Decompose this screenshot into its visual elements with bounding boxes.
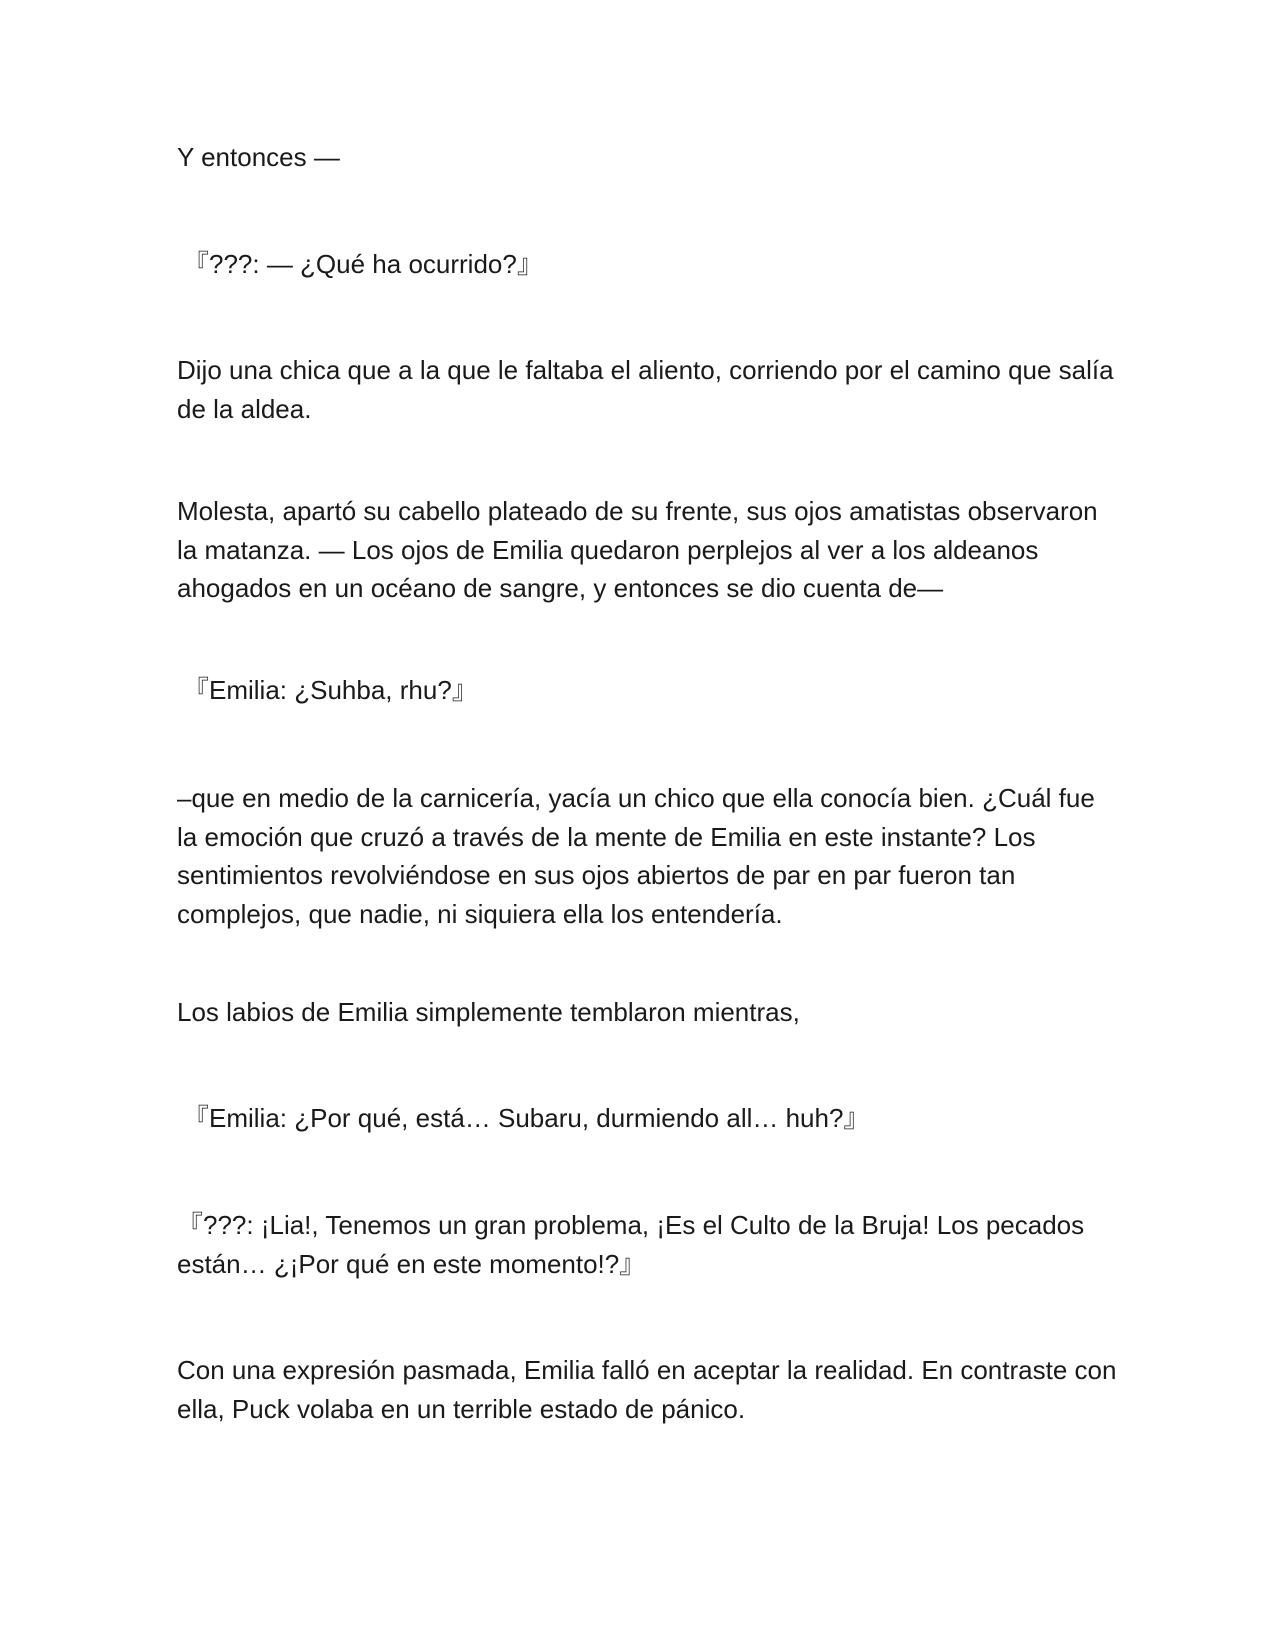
dialogue-emilia-why: 『Emilia: ¿Por qué, está… Subaru, durmiendo all… huh?』 [183,1103,870,1133]
paragraph-puck-panic: Con una expresión pasmada, Emilia falló en aceptar la realidad. En contraste con ella, Puck volaba en un terrible estado de pánico. [177,1355,1117,1424]
paragraph-lips-trembled: Los labios de Emilia simplemente temblaron mientras, [177,997,800,1027]
paragraph-boy-lying: –que en medio de la carnicería, yacía un chico que ella conocía bien. ¿Cuál fue la emoción que cruzó a través de la mente de Emilia en este instante? Los sentimientos revolviéndose en sus ojos abiertos de par en par fueron tan complejos, que nadie, ni siquiera ella los entendería. [177,783,1095,929]
dialogue-unknown-witch-cult: 『???: ¡Lia!, Tenemos un gran problema, ¡Es el Culto de la Bruja! Los pecados están… ¿¡Por qué en este momento!?』 [177,1210,1085,1279]
paragraph-massacre: Molesta, apartó su cabello plateado de su frente, sus ojos amatistas observaron la matanza. — Los ojos de Emilia quedaron perplejos al ver a los aldeanos ahogados en un océano de sangre, y entonces se dio cuenta de— [177,496,1098,603]
dialogue-unknown-question: 『???: — ¿Qué ha ocurrido?』 [183,249,543,279]
dialogue-emilia-subaru: 『Emilia: ¿Suhba, rhu?』 [183,675,478,705]
paragraph-intro: Y entonces — [177,142,340,172]
paragraph-girl-running: Dijo una chica que a la que le faltaba el aliento, corriendo por el camino que salía de la aldea. [177,355,1114,424]
